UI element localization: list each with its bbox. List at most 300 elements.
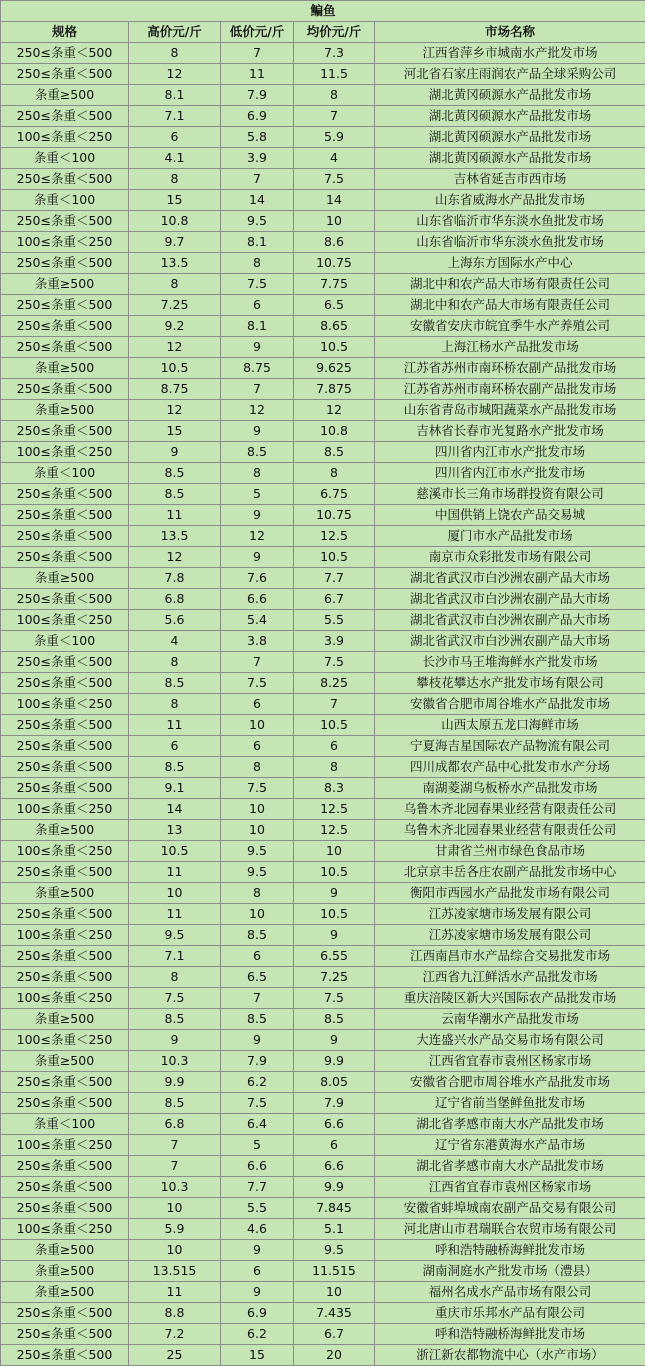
table-row [1,1240,645,1261]
cell-high-price: 12 [129,337,221,358]
cell-avg-price: 7.5 [294,169,375,190]
cell-market: 江苏凌家塘市场发展有限公司 [375,904,645,925]
cell-spec: 100≤条重＜250 [1,799,129,820]
cell-low-price: 12 [221,400,294,421]
cell-spec: 100≤条重＜250 [1,1219,129,1240]
cell-spec: 250≤条重＜500 [1,1072,129,1093]
cell-low-price: 6.5 [221,967,294,988]
cell-high-price: 13.5 [129,526,221,547]
table-row [1,64,645,85]
cell-spec: 条重≥500 [1,274,129,295]
cell-spec: 250≤条重＜500 [1,673,129,694]
cell-high-price: 4 [129,631,221,652]
table-row [1,715,645,736]
title-row [1,1,645,22]
cell-spec: 250≤条重＜500 [1,1198,129,1219]
cell-market: 南湖菱湖乌板桥水产品批发市场 [375,778,645,799]
cell-low-price: 3.9 [221,148,294,169]
cell-high-price: 7 [129,1156,221,1177]
cell-high-price: 13.515 [129,1261,221,1282]
cell-avg-price: 8 [294,463,375,484]
cell-spec: 250≤条重＜500 [1,337,129,358]
cell-low-price: 12 [221,526,294,547]
table-row [1,547,645,568]
cell-market: 江苏凌家塘市场发展有限公司 [375,925,645,946]
cell-avg-price: 5.5 [294,610,375,631]
table-row [1,232,645,253]
cell-avg-price: 7.845 [294,1198,375,1219]
table-row [1,799,645,820]
cell-low-price: 9.5 [221,841,294,862]
header-high-price: 高价元/斤 [129,22,221,43]
cell-high-price: 8.5 [129,463,221,484]
table-row [1,295,645,316]
cell-spec: 250≤条重＜500 [1,715,129,736]
cell-avg-price: 6.7 [294,1324,375,1345]
cell-high-price: 8 [129,274,221,295]
cell-low-price: 10 [221,904,294,925]
cell-avg-price: 8.3 [294,778,375,799]
cell-low-price: 9 [221,1240,294,1261]
table-row [1,274,645,295]
cell-low-price: 8 [221,253,294,274]
cell-spec: 250≤条重＜500 [1,967,129,988]
cell-avg-price: 7.9 [294,1093,375,1114]
cell-low-price: 4.6 [221,1219,294,1240]
cell-low-price: 6 [221,1261,294,1282]
table-row [1,1345,645,1366]
cell-market: 吉林省长春市光复路水产批发市场 [375,421,645,442]
cell-high-price: 8 [129,652,221,673]
table-row [1,820,645,841]
table-row [1,253,645,274]
cell-low-price: 7.6 [221,568,294,589]
cell-low-price: 10 [221,715,294,736]
cell-avg-price: 10.5 [294,715,375,736]
cell-market: 北京京丰岳各庄农副产品批发市场中心 [375,862,645,883]
cell-low-price: 5.8 [221,127,294,148]
table-row [1,358,645,379]
cell-market: 安徽省蚌埠城南农副产品交易有限公司 [375,1198,645,1219]
cell-high-price: 13.5 [129,253,221,274]
table-row [1,925,645,946]
table-row [1,1198,645,1219]
cell-market: 湖北省武汉市白沙洲农副产品大市场 [375,610,645,631]
cell-low-price: 7 [221,169,294,190]
cell-market: 山东省威海水产品批发市场 [375,190,645,211]
cell-avg-price: 7 [294,106,375,127]
cell-market: 湖北省武汉市白沙洲农副产品大市场 [375,631,645,652]
table-row [1,421,645,442]
cell-low-price: 8.5 [221,925,294,946]
cell-low-price: 7 [221,652,294,673]
cell-low-price: 8.5 [221,1009,294,1030]
table-row [1,673,645,694]
cell-market: 湖北省孝感市南大水产品批发市场 [375,1156,645,1177]
cell-avg-price: 10.5 [294,547,375,568]
cell-spec: 250≤条重＜500 [1,652,129,673]
cell-spec: 250≤条重＜500 [1,169,129,190]
cell-low-price: 5 [221,484,294,505]
table-row [1,988,645,1009]
cell-market: 中国供销上饶农产品交易城 [375,505,645,526]
cell-low-price: 7 [221,379,294,400]
cell-market: 上海东方国际水产中心 [375,253,645,274]
cell-spec: 250≤条重＜500 [1,1345,129,1366]
cell-spec: 250≤条重＜500 [1,862,129,883]
cell-market: 江西省宜春市袁州区杨家市场 [375,1051,645,1072]
table-body [1,43,645,1366]
table-row [1,1219,645,1240]
cell-market: 辽宁省东港黄海水产品市场 [375,1135,645,1156]
cell-low-price: 8.75 [221,358,294,379]
cell-low-price: 6 [221,946,294,967]
table-row [1,169,645,190]
cell-market: 福州名成水产品市场有限公司 [375,1282,645,1303]
cell-spec: 250≤条重＜500 [1,106,129,127]
cell-high-price: 8.5 [129,757,221,778]
cell-low-price: 9 [221,505,294,526]
cell-avg-price: 6.75 [294,484,375,505]
cell-avg-price: 9.625 [294,358,375,379]
cell-spec: 100≤条重＜250 [1,841,129,862]
cell-high-price: 7.2 [129,1324,221,1345]
cell-market: 安徽省合肥市周谷堆水产品批发市场 [375,694,645,715]
cell-market: 湖北黄冈硕源水产品批发市场 [375,127,645,148]
cell-spec: 250≤条重＜500 [1,547,129,568]
cell-low-price: 6.9 [221,1303,294,1324]
header-avg-price: 均价元/斤 [294,22,375,43]
table-row [1,526,645,547]
cell-spec: 250≤条重＜500 [1,736,129,757]
cell-avg-price: 20 [294,1345,375,1366]
cell-avg-price: 7.3 [294,43,375,64]
cell-market: 安徽省合肥市周谷堆水产品批发市场 [375,1072,645,1093]
cell-spec: 250≤条重＜500 [1,946,129,967]
cell-avg-price: 8.6 [294,232,375,253]
cell-high-price: 9.5 [129,925,221,946]
table-row [1,841,645,862]
cell-spec: 100≤条重＜250 [1,694,129,715]
cell-avg-price: 9 [294,925,375,946]
cell-market: 湖北黄冈硕源水产品批发市场 [375,85,645,106]
cell-low-price: 6.2 [221,1072,294,1093]
cell-spec: 100≤条重＜250 [1,1030,129,1051]
cell-low-price: 8 [221,883,294,904]
cell-market: 四川成都农产品中心批发市水产分场 [375,757,645,778]
cell-market: 乌鲁木齐北园春果业经营有限责任公司 [375,799,645,820]
cell-avg-price: 6.55 [294,946,375,967]
cell-low-price: 9 [221,1282,294,1303]
cell-high-price: 8 [129,43,221,64]
cell-low-price: 7.5 [221,778,294,799]
cell-spec: 250≤条重＜500 [1,1156,129,1177]
cell-low-price: 7.9 [221,85,294,106]
cell-market: 江苏省苏州市南环桥农副产品批发市场 [375,358,645,379]
cell-avg-price: 7.435 [294,1303,375,1324]
cell-spec: 250≤条重＜500 [1,253,129,274]
table-row [1,883,645,904]
cell-market: 江西省萍乡市城南水产批发市场 [375,43,645,64]
cell-avg-price: 7.7 [294,568,375,589]
cell-high-price: 7.5 [129,988,221,1009]
cell-market: 江西省九江鲜活水产品批发市场 [375,967,645,988]
table-row [1,85,645,106]
cell-spec: 250≤条重＜500 [1,211,129,232]
cell-high-price: 9.2 [129,316,221,337]
cell-high-price: 6.8 [129,1114,221,1135]
cell-low-price: 6 [221,736,294,757]
header-spec: 规格 [1,22,129,43]
cell-avg-price: 11.5 [294,64,375,85]
cell-low-price: 8.1 [221,316,294,337]
cell-market: 厦门市水产品批发市场 [375,526,645,547]
cell-avg-price: 12.5 [294,799,375,820]
header-low-price: 低价元/斤 [221,22,294,43]
table-row [1,652,645,673]
cell-market: 湖北中和农产品大市场有限责任公司 [375,274,645,295]
cell-low-price: 6.6 [221,1156,294,1177]
cell-avg-price: 9 [294,883,375,904]
cell-high-price: 7.25 [129,295,221,316]
cell-low-price: 7 [221,43,294,64]
cell-avg-price: 6 [294,1135,375,1156]
cell-market: 上海江杨水产品批发市场 [375,337,645,358]
cell-high-price: 10.3 [129,1177,221,1198]
header-row [1,22,645,43]
cell-spec: 250≤条重＜500 [1,421,129,442]
table-row [1,610,645,631]
cell-avg-price: 6 [294,736,375,757]
cell-high-price: 8 [129,694,221,715]
cell-spec: 250≤条重＜500 [1,1177,129,1198]
cell-low-price: 10 [221,799,294,820]
cell-market: 乌鲁木齐北园春果业经营有限责任公司 [375,820,645,841]
cell-market: 湖北省武汉市白沙洲农副产品大市场 [375,568,645,589]
cell-low-price: 7.5 [221,673,294,694]
cell-low-price: 9 [221,421,294,442]
cell-market: 大连盛兴水产品交易市场有限公司 [375,1030,645,1051]
cell-high-price: 10 [129,883,221,904]
cell-high-price: 25 [129,1345,221,1366]
cell-low-price: 7.5 [221,274,294,295]
cell-low-price: 7.5 [221,1093,294,1114]
cell-low-price: 8.5 [221,442,294,463]
cell-low-price: 15 [221,1345,294,1366]
cell-high-price: 7.1 [129,946,221,967]
cell-high-price: 15 [129,190,221,211]
cell-market: 浙江新农都物流中心（水产市场） [375,1345,645,1366]
cell-high-price: 6 [129,736,221,757]
cell-spec: 250≤条重＜500 [1,589,129,610]
table-row [1,337,645,358]
table-row [1,1177,645,1198]
cell-low-price: 6.2 [221,1324,294,1345]
cell-avg-price: 9.9 [294,1177,375,1198]
cell-high-price: 15 [129,421,221,442]
table-row [1,211,645,232]
table-row [1,589,645,610]
cell-low-price: 9 [221,1030,294,1051]
table-row [1,316,645,337]
cell-avg-price: 10.5 [294,904,375,925]
cell-spec: 250≤条重＜500 [1,1093,129,1114]
cell-high-price: 8 [129,967,221,988]
cell-avg-price: 7.25 [294,967,375,988]
cell-avg-price: 10 [294,841,375,862]
cell-market: 湖北省孝感市南大水产品批发市场 [375,1114,645,1135]
cell-avg-price: 9.5 [294,1240,375,1261]
cell-avg-price: 10 [294,211,375,232]
cell-spec: 条重＜100 [1,631,129,652]
cell-market: 安徽省安庆市皖宜季牛水产养殖公司 [375,316,645,337]
cell-spec: 250≤条重＜500 [1,64,129,85]
cell-avg-price: 10 [294,1282,375,1303]
cell-high-price: 13 [129,820,221,841]
cell-low-price: 9.5 [221,211,294,232]
table-row [1,43,645,64]
table-row [1,904,645,925]
cell-spec: 250≤条重＜500 [1,295,129,316]
cell-market: 湖北黄冈硕源水产品批发市场 [375,148,645,169]
cell-market: 山东省临沂市华东淡水鱼批发市场 [375,232,645,253]
cell-avg-price: 10.8 [294,421,375,442]
cell-market: 长沙市马王堆海鲜水产批发市场 [375,652,645,673]
cell-spec: 条重≥500 [1,568,129,589]
table-row [1,568,645,589]
cell-market: 南京市众彩批发市场有限公司 [375,547,645,568]
cell-spec: 条重≥500 [1,1009,129,1030]
cell-low-price: 5.4 [221,610,294,631]
cell-avg-price: 10.5 [294,337,375,358]
cell-avg-price: 9.9 [294,1051,375,1072]
cell-high-price: 8.5 [129,1009,221,1030]
header-market: 市场名称 [375,22,645,43]
cell-market: 四川省内江市水产批发市场 [375,463,645,484]
cell-low-price: 11 [221,64,294,85]
cell-high-price: 10 [129,1198,221,1219]
cell-spec: 100≤条重＜250 [1,610,129,631]
table-row [1,778,645,799]
cell-market: 辽宁省前当堡鲜鱼批发市场 [375,1093,645,1114]
cell-low-price: 9.5 [221,862,294,883]
cell-low-price: 6.4 [221,1114,294,1135]
cell-spec: 250≤条重＜500 [1,1303,129,1324]
table-row [1,1282,645,1303]
cell-low-price: 6 [221,295,294,316]
cell-high-price: 8.8 [129,1303,221,1324]
cell-spec: 100≤条重＜250 [1,1135,129,1156]
cell-low-price: 5.5 [221,1198,294,1219]
table-row [1,1072,645,1093]
cell-avg-price: 7 [294,694,375,715]
cell-market: 江苏省苏州市南环桥农副产品批发市场 [375,379,645,400]
cell-market: 甘肃省兰州市绿色食品市场 [375,841,645,862]
cell-high-price: 7.1 [129,106,221,127]
cell-market: 江西省宜春市袁州区杨家市场 [375,1177,645,1198]
cell-high-price: 11 [129,904,221,925]
cell-spec: 条重≥500 [1,1261,129,1282]
cell-avg-price: 7.5 [294,988,375,1009]
cell-spec: 条重≥500 [1,1051,129,1072]
cell-high-price: 11 [129,715,221,736]
table-row [1,442,645,463]
cell-low-price: 9 [221,337,294,358]
cell-high-price: 11 [129,862,221,883]
cell-market: 云南华潮水产品批发市场 [375,1009,645,1030]
cell-high-price: 10.3 [129,1051,221,1072]
cell-avg-price: 3.9 [294,631,375,652]
cell-market: 慈溪市长三角市场群投资有限公司 [375,484,645,505]
cell-high-price: 12 [129,400,221,421]
cell-high-price: 10.8 [129,211,221,232]
cell-avg-price: 5.9 [294,127,375,148]
cell-high-price: 9 [129,442,221,463]
table-row [1,484,645,505]
cell-high-price: 10 [129,1240,221,1261]
cell-market: 四川省内江市水产批发市场 [375,442,645,463]
cell-market: 湖南洞庭水产批发市场（澧县） [375,1261,645,1282]
cell-spec: 条重＜100 [1,463,129,484]
cell-high-price: 6 [129,127,221,148]
cell-low-price: 5 [221,1135,294,1156]
cell-market: 攀枝花攀达水产批发市场有限公司 [375,673,645,694]
table-row [1,1303,645,1324]
cell-high-price: 11 [129,505,221,526]
cell-spec: 250≤条重＜500 [1,379,129,400]
cell-avg-price: 6.6 [294,1156,375,1177]
table-row [1,1009,645,1030]
cell-market: 呼和浩特融桥海鲜批发市场 [375,1324,645,1345]
cell-high-price: 12 [129,64,221,85]
cell-avg-price: 12.5 [294,820,375,841]
cell-high-price: 8.5 [129,1093,221,1114]
cell-spec: 条重≥500 [1,400,129,421]
table-row [1,1135,645,1156]
table-row [1,736,645,757]
cell-avg-price: 8 [294,85,375,106]
table-row [1,463,645,484]
table-row [1,1156,645,1177]
table-row [1,946,645,967]
cell-market: 湖北中和农产品大市场有限责任公司 [375,295,645,316]
cell-market: 山西太原五龙口海鲜市场 [375,715,645,736]
cell-low-price: 7 [221,988,294,1009]
cell-avg-price: 12 [294,400,375,421]
table-row [1,127,645,148]
cell-avg-price: 10.5 [294,862,375,883]
cell-spec: 250≤条重＜500 [1,778,129,799]
cell-high-price: 9.7 [129,232,221,253]
cell-low-price: 6 [221,694,294,715]
cell-spec: 条重≥500 [1,820,129,841]
table-title: 鳊鱼 [1,1,645,22]
cell-market: 吉林省延吉市西市场 [375,169,645,190]
cell-low-price: 7.7 [221,1177,294,1198]
cell-high-price: 9 [129,1030,221,1051]
cell-avg-price: 6.5 [294,295,375,316]
cell-avg-price: 6.7 [294,589,375,610]
cell-high-price: 6.8 [129,589,221,610]
cell-high-price: 7 [129,1135,221,1156]
cell-market: 宁夏海吉星国际农产品物流有限公司 [375,736,645,757]
table-row [1,1051,645,1072]
cell-low-price: 7.9 [221,1051,294,1072]
cell-avg-price: 12.5 [294,526,375,547]
cell-market: 湖北黄冈硕源水产品批发市场 [375,106,645,127]
cell-high-price: 8.75 [129,379,221,400]
table-row [1,757,645,778]
